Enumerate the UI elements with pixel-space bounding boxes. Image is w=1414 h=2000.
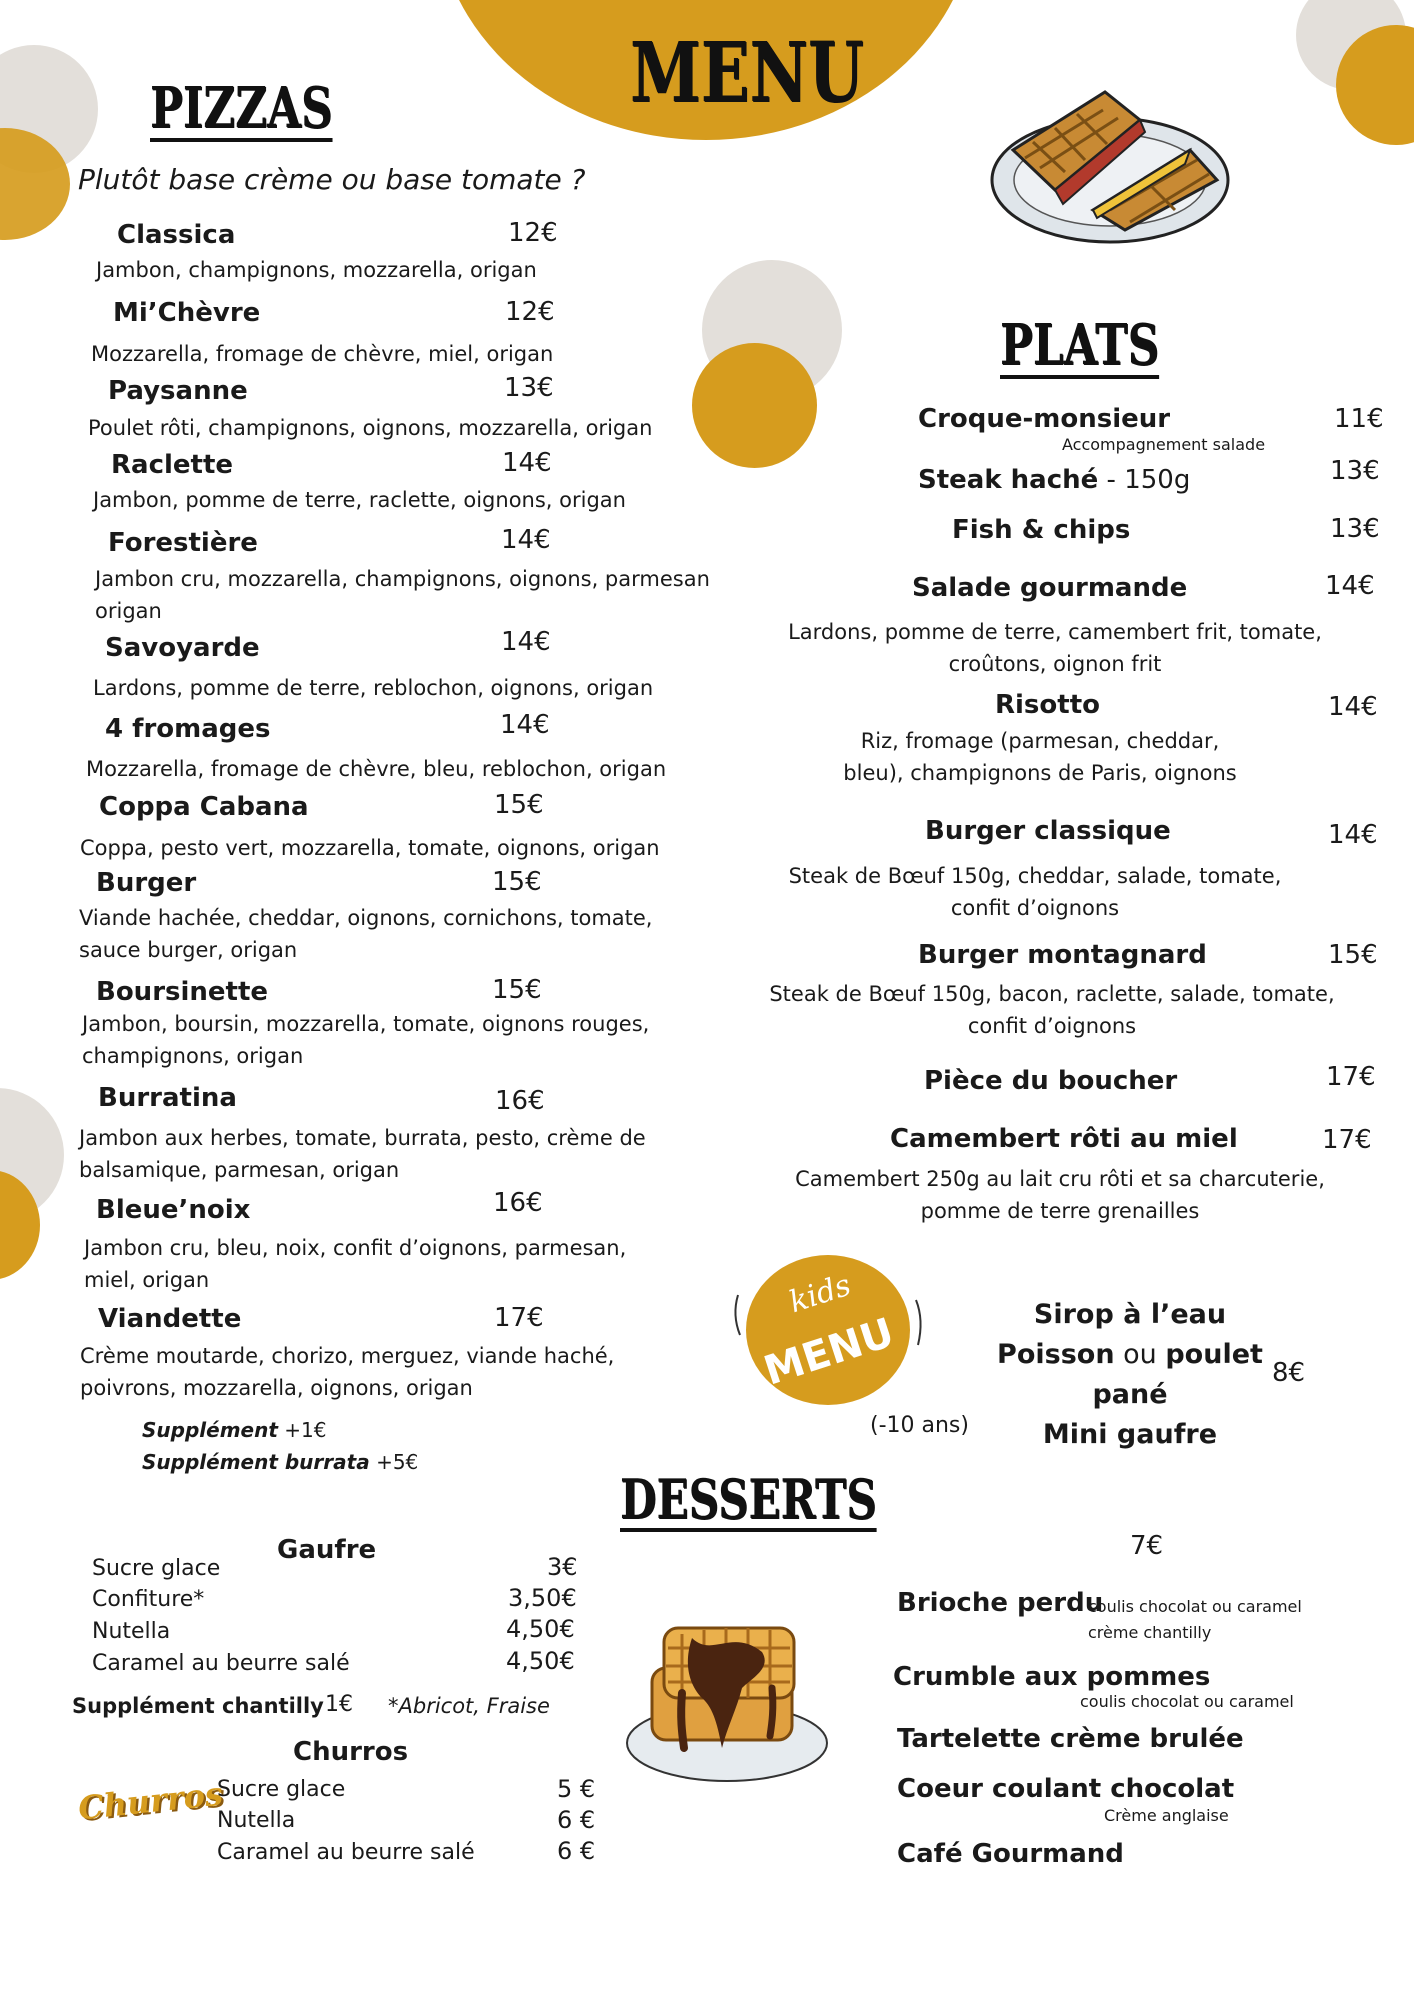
plat-desc: Accompagnement salade [1062, 435, 1266, 454]
pizza-desc: Crème moutarde, chorizo, merguez, viande haché, poivrons, mozzarella, oignons, origan [80, 1344, 615, 1400]
plat-desc: Lardons, pomme de terre, camembert frit, tomate, croûtons, oignon frit [788, 620, 1322, 676]
churros-logo: Churros [76, 1774, 225, 1828]
kids-line-2 [990, 1335, 1270, 1375]
plat-name-suffix: - 150g [1098, 465, 1191, 495]
kids-line-sep: ou [1114, 1339, 1166, 1370]
pizza-price: 13€ [504, 373, 554, 403]
pizza-name: Burger [96, 868, 197, 898]
gaufre-item: Sucre glace [92, 1556, 221, 1581]
pizza-name: Raclette [111, 450, 234, 480]
desserts-title: DESSERTS [620, 1467, 877, 1531]
desserts-price: 7€ [1130, 1531, 1164, 1561]
pizza-price: 16€ [495, 1086, 545, 1116]
pizza-name: Bleue’noix [96, 1195, 251, 1225]
kids-price: 8€ [1272, 1358, 1306, 1388]
plat-name: Risotto [995, 690, 1100, 720]
chantilly-label: Supplément chantilly [72, 1694, 324, 1718]
dessert-name: Tartelette crème brulée [897, 1724, 1244, 1754]
churros-item: Nutella [217, 1808, 296, 1833]
confiture-note: *Abricot, Fraise [388, 1694, 550, 1718]
deco-circle [692, 343, 817, 468]
kids-age: (-10 ans) [870, 1413, 969, 1438]
plat-name: Camembert rôti au miel [890, 1124, 1238, 1154]
churros-price: 5 € [557, 1775, 596, 1803]
pizza-price: 17€ [494, 1303, 544, 1333]
pizza-desc: Lardons, pomme de terre, reblochon, oignons, origan [93, 676, 654, 700]
pizza-desc: Jambon, champignons, mozzarella, origan [96, 258, 537, 282]
plats-title: PLATS [1000, 312, 1160, 378]
dessert-name: Crumble aux pommes [893, 1662, 1211, 1692]
sandwich-illustration [985, 80, 1235, 250]
plat-desc: Steak de Bœuf 150g, cheddar, salade, tomate, confit d’oignons [788, 864, 1282, 920]
pizza-price: 14€ [501, 525, 551, 555]
pizzas-subtitle: Plutôt base crème ou base tomate ? [78, 163, 586, 196]
plat-name: Croque-monsieur [918, 404, 1171, 434]
kids-menu-badge [728, 1245, 928, 1420]
plat-name: Steak haché [918, 465, 1099, 495]
pizza-price: 15€ [492, 867, 542, 897]
gaufre-price: 3€ [547, 1553, 578, 1581]
kids-badge-top: kids [784, 1267, 856, 1321]
plat-price: 13€ [1330, 456, 1380, 486]
pizza-price: 14€ [501, 627, 551, 657]
pizza-desc: Jambon, pomme de terre, raclette, oignons, origan [93, 488, 626, 512]
kids-line: poulet [1165, 1339, 1263, 1370]
churros-item: Caramel au beurre salé [217, 1840, 475, 1865]
pizza-name: 4 fromages [105, 714, 271, 744]
plat-name: Burger montagnard [918, 940, 1207, 970]
plat-price: 14€ [1328, 692, 1378, 722]
plat-name: Pièce du boucher [924, 1066, 1178, 1096]
dessert-name: Café Gourmand [897, 1839, 1124, 1869]
kids-line: pané [1092, 1379, 1168, 1410]
pizza-name: Classica [117, 220, 236, 250]
supplement-label: Supplément burrata [142, 1450, 370, 1474]
page-title: MENU [630, 25, 864, 121]
gaufre-title: Gaufre [277, 1535, 377, 1565]
pizza-desc: Mozzarella, fromage de chèvre, bleu, reblochon, origan [86, 757, 667, 781]
plat-name: Burger classique [925, 816, 1171, 846]
pizza-name: Coppa Cabana [99, 792, 309, 822]
supplement-price: +5€ [376, 1450, 419, 1474]
plat-name: Salade gourmande [912, 573, 1188, 603]
plat-price: 17€ [1322, 1125, 1372, 1155]
pizza-name: Boursinette [96, 977, 269, 1007]
plat-price: 17€ [1326, 1062, 1376, 1092]
churros-price: 6 € [557, 1806, 596, 1834]
gaufre-item: Caramel au beurre salé [92, 1651, 350, 1676]
pizza-name: Paysanne [108, 376, 248, 406]
pizza-name: Savoyarde [105, 633, 260, 663]
plat-name-line [918, 465, 1190, 495]
pizza-desc: Jambon, boursin, mozzarella, tomate, oignons rouges, champignons, origan [82, 1012, 650, 1068]
pizza-price: 12€ [508, 218, 558, 248]
supplement-line [142, 1450, 418, 1474]
pizza-desc: Poulet rôti, champignons, oignons, mozzarella, origan [88, 416, 653, 440]
gaufre-price: 4,50€ [506, 1615, 575, 1643]
pizza-name: Mi’Chèvre [113, 298, 261, 328]
dessert-note: coulis chocolat ou caramel [1088, 1597, 1302, 1616]
kids-line: Mini gaufre [1042, 1419, 1218, 1450]
pizza-price: 14€ [500, 710, 550, 740]
gaufre-price: 4,50€ [506, 1647, 575, 1675]
kids-line: Poisson [997, 1339, 1115, 1370]
pizzas-title: PIZZAS [150, 75, 333, 141]
pizza-price: 15€ [492, 975, 542, 1005]
pizza-desc: Jambon aux herbes, tomate, burrata, pesto, crème de balsamique, parmesan, origan [79, 1126, 646, 1182]
pizza-name: Viandette [98, 1304, 242, 1334]
supplement-price: +1€ [284, 1418, 327, 1442]
plat-desc: Riz, fromage (parmesan, cheddar, bleu), champignons de Paris, oignons [843, 729, 1237, 785]
dessert-note: Crème anglaise [1104, 1806, 1229, 1825]
pizza-name: Burratina [98, 1083, 237, 1113]
pizza-price: 14€ [502, 448, 552, 478]
gaufre-item: Confiture* [92, 1587, 205, 1612]
pizza-desc: Jambon cru, mozzarella, champignons, oignons, parmesan origan [95, 567, 710, 623]
plat-desc: Camembert 250g au lait cru rôti et sa charcuterie, pomme de terre grenailles [795, 1167, 1325, 1223]
plat-price: 14€ [1328, 820, 1378, 850]
pizza-desc: Coppa, pesto vert, mozzarella, tomate, oignons, origan [80, 836, 660, 860]
gaufre-item: Nutella [92, 1619, 171, 1644]
plat-price: 15€ [1328, 940, 1378, 970]
chantilly-price: 1€ [325, 1692, 353, 1717]
plat-name: Fish & chips [952, 515, 1131, 545]
pizza-desc: Jambon cru, bleu, noix, confit d’oignons, parmesan, miel, origan [84, 1236, 627, 1292]
churros-title: Churros [293, 1737, 409, 1767]
kids-items [990, 1295, 1270, 1455]
dessert-name: Brioche perdu [897, 1588, 1104, 1618]
pizza-desc: Mozzarella, fromage de chèvre, miel, origan [91, 342, 554, 366]
dessert-note: crème chantilly [1088, 1623, 1212, 1642]
gaufre-price: 3,50€ [508, 1584, 577, 1612]
pizza-price: 12€ [505, 297, 555, 327]
supplement-line [142, 1418, 326, 1442]
plat-price: 13€ [1330, 514, 1380, 544]
dessert-name: Coeur coulant chocolat [897, 1774, 1235, 1804]
plat-price: 14€ [1325, 571, 1375, 601]
kids-line: Sirop à l’eau [1033, 1299, 1227, 1330]
plat-price: 11€ [1334, 404, 1384, 434]
plat-desc: Steak de Bœuf 150g, bacon, raclette, salade, tomate, confit d’oignons [769, 982, 1335, 1038]
pizza-price: 16€ [493, 1188, 543, 1218]
waffle-illustration [622, 1608, 832, 1788]
kids-badge-bottom: MENU [758, 1309, 900, 1395]
churros-item: Sucre glace [217, 1777, 346, 1802]
pizza-name: Forestière [108, 528, 258, 558]
pizza-price: 15€ [494, 790, 544, 820]
supplement-label: Supplément [142, 1418, 278, 1442]
churros-price: 6 € [557, 1837, 596, 1865]
pizza-desc: Viande hachée, cheddar, oignons, cornichons, tomate, sauce burger, origan [79, 906, 653, 962]
dessert-note: coulis chocolat ou caramel [1080, 1692, 1294, 1711]
